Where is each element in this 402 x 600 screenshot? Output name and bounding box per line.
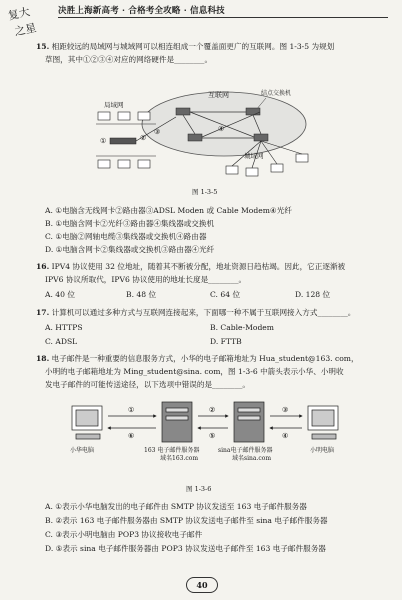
option-b: B. ②表示 163 电子邮件服务器由 SMTP 协议发送电子邮件至 sina 电子邮件服务器: [45, 516, 328, 525]
question-text: 计算机可以通过多种方式与互联网连接起来，下面哪一种不属于互联网接入方式________。: [51, 308, 356, 317]
page-header: [0, 0, 402, 38]
question-text: IPV6 协议所取代，IPV6 协议使用的地址长度是________。: [45, 275, 247, 284]
arrow-4-label: ④: [282, 432, 289, 440]
svg-text:之星: 之星: [13, 21, 38, 38]
book-logo: [6, 4, 50, 38]
arrow-5-label: ⑤: [209, 432, 216, 440]
switch-node: [246, 108, 260, 115]
xiaohua-computer: [72, 406, 102, 439]
server-163: [162, 402, 192, 442]
page-number: 40: [186, 577, 218, 593]
question-text: 发电子邮件的可能传送途径，以下选项中错误的是________。: [45, 380, 251, 389]
question-text: 电子邮件是一种重要的信息服务方式，小华的电子邮箱地址为 Hua_student@163. com，: [51, 354, 359, 363]
option-c: C. 64 位: [210, 290, 241, 299]
option-a: A. ①电脑含无线网卡②路由器③ADSL Moden 或 Cable Modem④光纤: [45, 206, 292, 215]
server-163-label: 163 电子邮件服务器: [144, 447, 200, 454]
flow-arrows: [108, 416, 302, 428]
lan-hub: [110, 138, 136, 144]
marker-1: ①: [100, 137, 107, 145]
marker-4: ④: [218, 125, 225, 133]
question-text: IPV4 协议使用 32 位地址，随着其不断被分配，地址资源日趋枯竭。因此，它正逐渐被: [51, 262, 346, 271]
question-18: [36, 352, 371, 391]
server-sina-label: sina电子邮件服务器: [218, 447, 273, 454]
figure-caption: 图 1-3-5: [192, 188, 218, 196]
man-label: 城域网: [244, 152, 264, 160]
xiaoming-computer: [308, 406, 338, 439]
header-rule: [58, 17, 388, 18]
question-16: [36, 260, 371, 286]
option-d: D. 128 位: [295, 290, 331, 299]
network-diagram-figure: [96, 82, 336, 182]
lan-label: 局域网: [104, 101, 124, 109]
marker-2: ②: [140, 134, 147, 142]
option-a: A. 40 位: [45, 290, 75, 299]
switch-label: 结点交换机: [261, 90, 292, 97]
option-c: C. ③表示小明电脑由 POP3 协议接收电子邮件: [45, 530, 203, 539]
internet-label: 互联网: [208, 91, 229, 99]
arrow-3-label: ③: [282, 406, 289, 414]
question-number: 18.: [36, 354, 50, 363]
option-d: D. ①电脑含网卡②集线器或交换机③路由器④光纤: [45, 245, 215, 254]
server-sina: [234, 402, 264, 442]
option-a: A. ①表示小华电脑发出的电子邮件由 SMTP 协议发送至 163 电子邮件服务器: [45, 502, 307, 511]
switch-node: [176, 108, 190, 115]
internet-cloud: [142, 92, 306, 156]
man-computers: [226, 154, 308, 176]
xiaoming-label: 小明电脑: [310, 447, 335, 454]
question-number: 17.: [36, 308, 50, 317]
arrow-6-label: ⑥: [128, 432, 135, 440]
email-flow-figure: [62, 400, 352, 478]
question-15: [36, 40, 371, 66]
arrow-2-label: ②: [209, 406, 216, 414]
marker-3: ③: [154, 128, 161, 136]
switch-node: [188, 134, 202, 141]
option-c: C. ADSL: [45, 337, 78, 346]
question-text: 小明的电子邮箱地址为 Ming_student@sina. com，图 1-3-6 中箭头表示小华、小明收: [45, 367, 344, 376]
server-163-domain: 域名163.com: [160, 455, 199, 462]
option-c: C. ①电脑②网轴电缆③集线器或交换机④路由器: [45, 232, 207, 241]
option-b: B. 48 位: [126, 290, 157, 299]
option-d: D. ⑤表示 sina 电子邮件服务器由 POP3 协议发送电子邮件至 163 电子邮件服务器: [45, 544, 326, 553]
option-b: B. ①电脑含网卡②光纤③路由器④集线器或交换机: [45, 219, 215, 228]
header-title: 决胜上海新高考 · 合格考全攻略 · 信息科技: [58, 6, 225, 16]
question-text: 草图，其中①②③④对应的网络硬件是________。: [45, 55, 213, 64]
question-number: 16.: [36, 262, 50, 271]
option-a: A. HTTPS: [45, 323, 83, 332]
xiaohua-label: 小华电脑: [70, 447, 95, 454]
question-17: [36, 306, 371, 319]
svg-text:复大: 复大: [6, 5, 32, 23]
question-number: 15.: [36, 42, 50, 51]
switch-node: [254, 134, 268, 141]
option-d: D. FTTB: [210, 337, 242, 346]
option-b: B. Cable-Modem: [210, 323, 274, 332]
server-sina-domain: 域名sina.com: [232, 455, 272, 462]
figure-caption: 图 1-3-6: [186, 485, 212, 493]
arrow-1-label: ①: [128, 406, 135, 414]
question-text: 相距较远的局域网与城域网可以相连组成一个覆盖面更广的互联网。图 1-3-5 为规划: [51, 42, 335, 51]
